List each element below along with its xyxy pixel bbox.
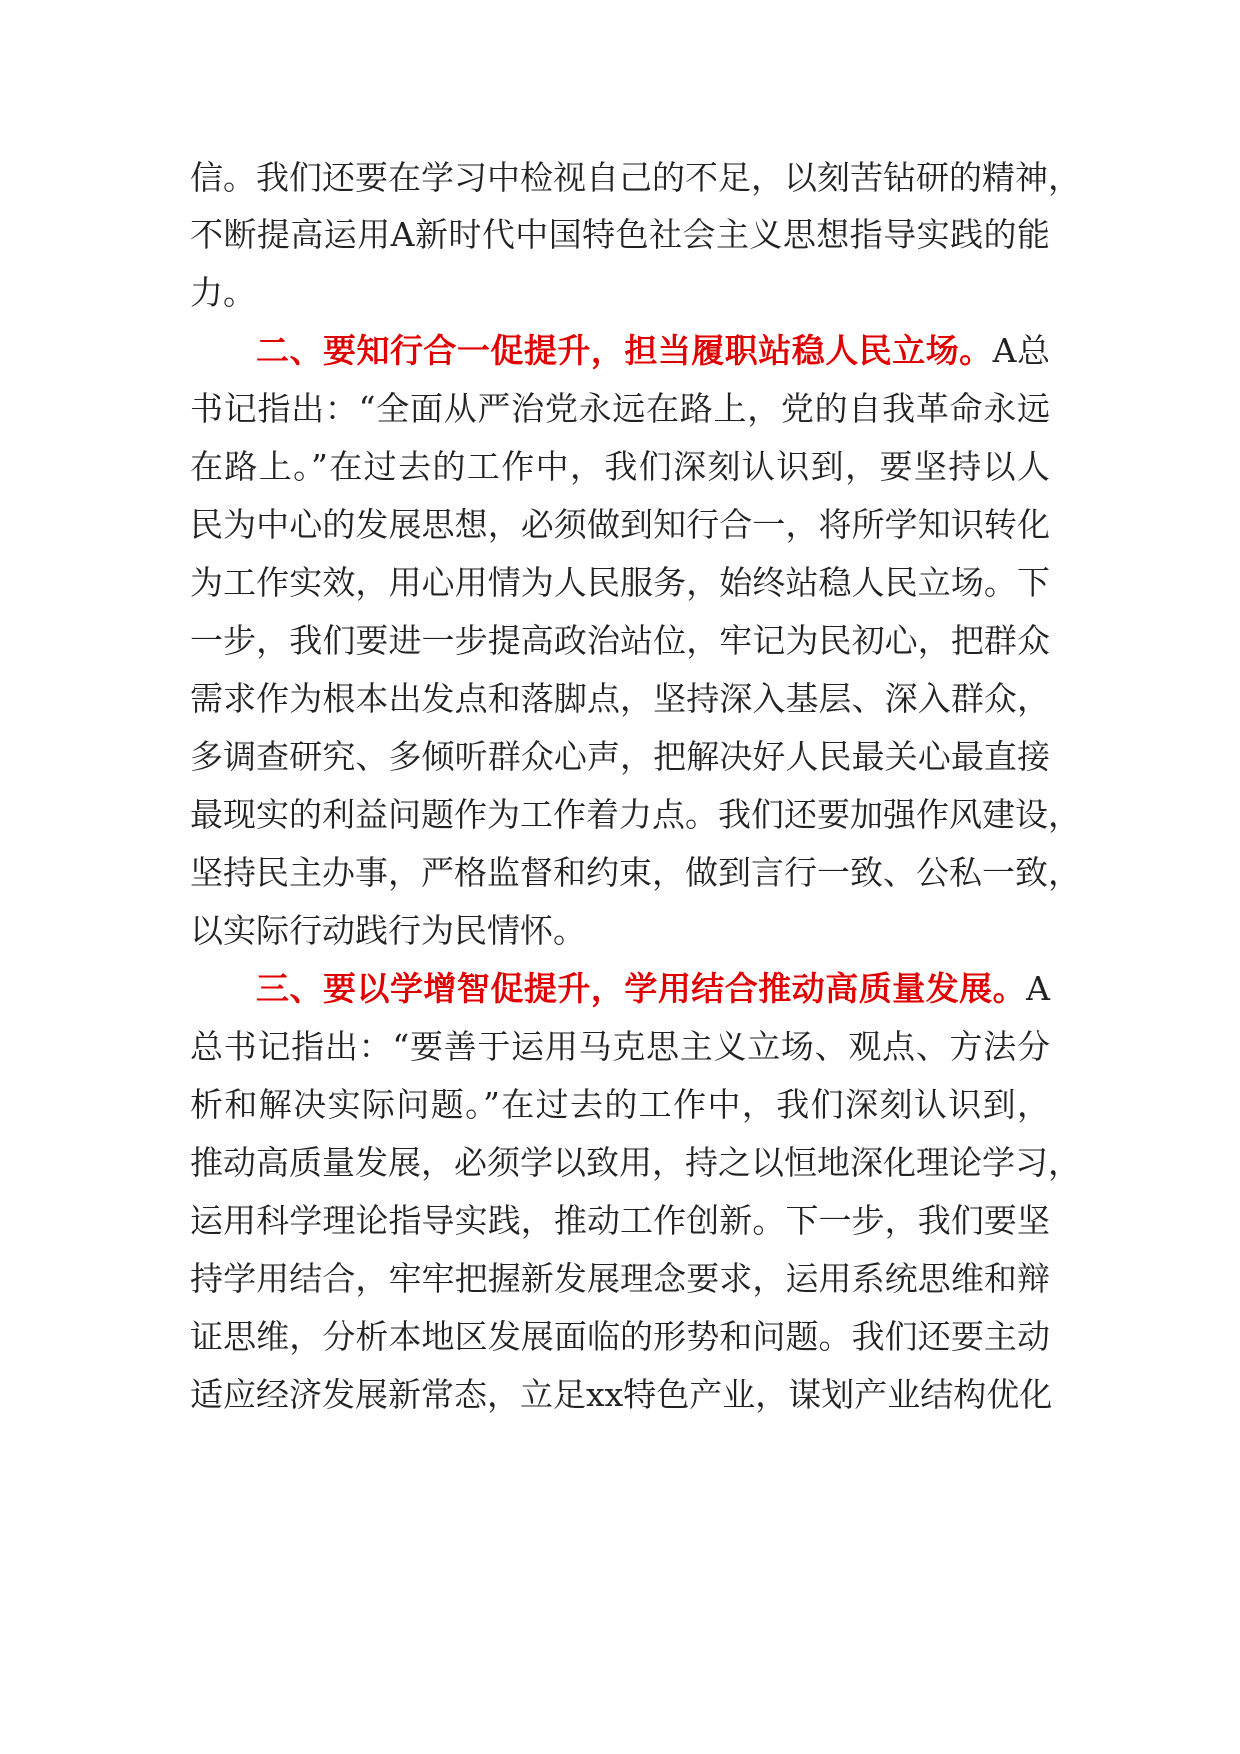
text-line: 坚持民主办事，严格监督和约束，做到言行一致、公私一致， xyxy=(190,853,1081,892)
section-heading-line xyxy=(256,967,1050,1011)
section-heading-3: 三、要以学增智促提升，学用结合推动高质量发展。 xyxy=(256,969,1027,1008)
text-line: 不断提高运用A新时代中国特色社会主义思想指导实践的能 xyxy=(190,215,1050,254)
text-line: 一步，我们要进一步提高政治站位，牢记为民初心，把群众 xyxy=(190,621,1050,660)
text-line: 最现实的利益问题作为工作着力点。我们还要加强作风建设， xyxy=(190,795,1081,834)
text-line: 多调查研究、多倾听群众心声，把解决好人民最关心最直接 xyxy=(190,737,1050,776)
text-line: 民为中心的发展思想，必须做到知行合一，将所学知识转化 xyxy=(190,505,1050,544)
text-line: 运用科学理论指导实践，推动工作创新。下一步，我们要坚 xyxy=(190,1201,1050,1240)
text-line: 信。我们还要在学习中检视自己的不足，以刻苦钻研的精神， xyxy=(190,158,1081,197)
text-line: 总书记指出：“要善于运用马克思主义立场、观点、方法分 xyxy=(190,1027,1050,1066)
text-line: 持学用结合，牢牢把握新发展理念要求，运用系统思维和辩 xyxy=(190,1259,1050,1298)
section-heading-line xyxy=(256,329,1050,373)
text-line: 在路上。”在过去的工作中，我们深刻认识到，要坚持以人 xyxy=(190,447,1050,486)
text-line: 推动高质量发展，必须学以致用，持之以恒地深化理论学习， xyxy=(190,1143,1081,1182)
heading-tail-text: A xyxy=(1026,969,1050,1008)
section-heading-2: 二、要知行合一促提升，担当履职站稳人民立场。 xyxy=(256,331,993,370)
text-line: 为工作实效，用心用情为人民服务，始终站稳人民立场。下 xyxy=(190,563,1050,602)
text-line: 以实际行动践行为民情怀。 xyxy=(190,911,586,950)
text-line: 书记指出：“全面从严治党永远在路上，党的自我革命永远 xyxy=(190,389,1050,428)
text-line: 力。 xyxy=(190,273,256,312)
text-line: 适应经济发展新常态，立足xx特色产业，谋划产业结构优化 xyxy=(190,1375,1053,1414)
heading-tail-text: A总 xyxy=(992,331,1050,370)
text-line: 证思维，分析本地区发展面临的形势和问题。我们还要主动 xyxy=(190,1317,1050,1356)
text-line: 需求作为根本出发点和落脚点，坚持深入基层、深入群众， xyxy=(190,679,1050,718)
text-line: 析和解决实际问题。”在过去的工作中，我们深刻认识到， xyxy=(190,1085,1050,1124)
